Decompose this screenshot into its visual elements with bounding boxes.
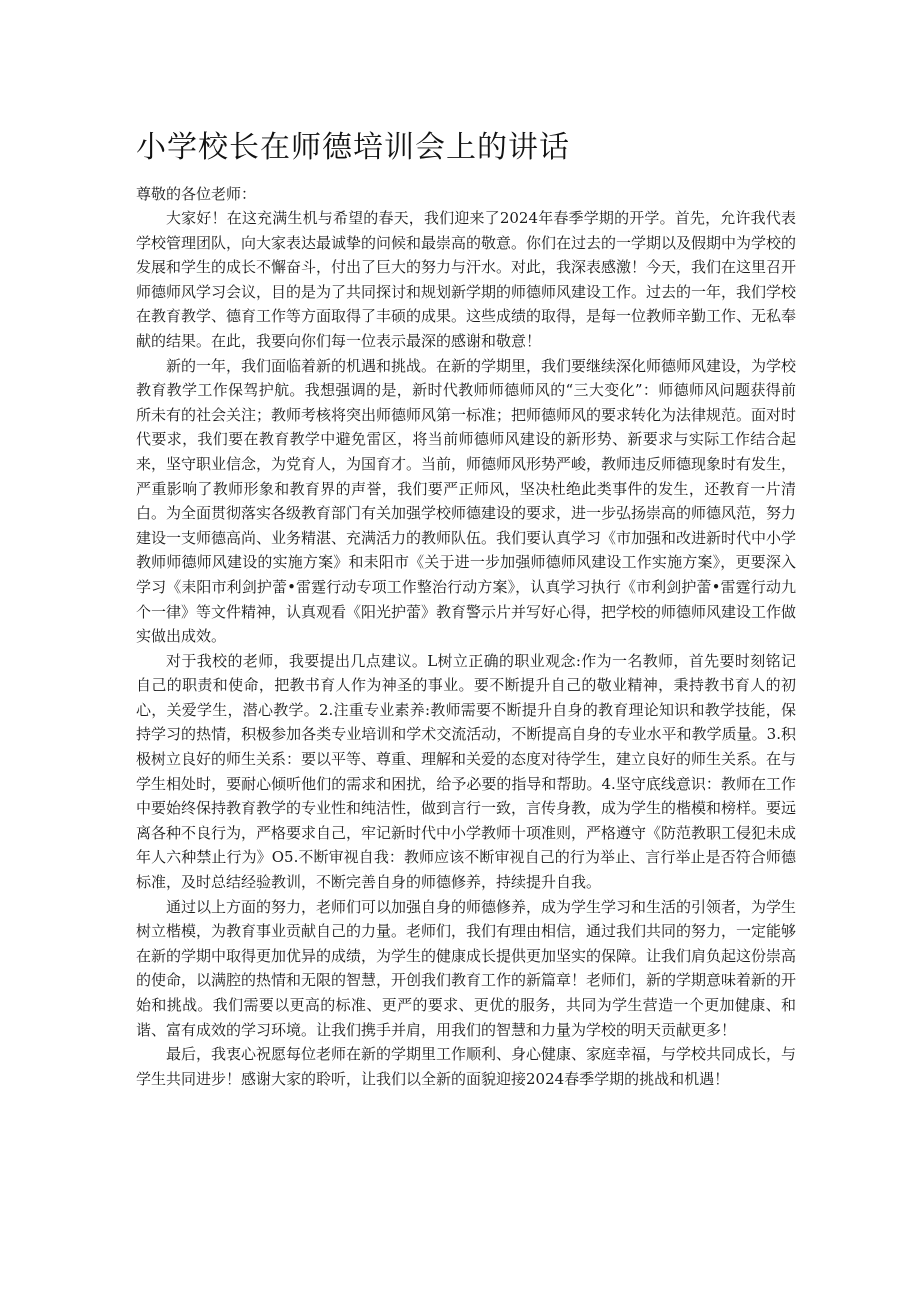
paragraph-new-year: 新的一年，我们面临着新的机遇和挑战。在新的学期里，我们要继续深化师德师风建设，为学校教育教学工作保驾护航。我想强调的是，新时代教师师德师风的“三大变化”：师德师风问题获得前所未有的社会关注；教师考核将突出师德师风第一标准；把师德师风的要求转化为法律规范。面对时代要求，我们要在教育教学中避免雷区，将当前师德师风建设的新形势、新要求与实际工作结合起来，坚守职业信念，为党育人，为国育才。当前，师德师风形势严峻，教师违反师德现象时有发生，严重影响了教师形象和教育界的声誉，我们要严正师风，坚决杜绝此类事件的发生，还教育一片清白。为全面贯彻落实各级教育部门有关加强学校师德建设的要求，进一步弘扬崇高的师德风范，努力建设一支师德高尚、业务精湛、充满活力的教师队伍。我们要认真学习《市加强和改进新时代中小学教师师德师风建设的实施方案》和耒阳市《关于进一步加强师德师风建设工作实施方案》，更要深入学习《耒阳市利剑护蕾•雷霆行动专项工作整治行动方案》，认真学习执行《市利剑护蕾•雷霆行动九个一律》等文件精神，认真观看《阳光护蕾》教育警示片并写好心得，把学校的师德师风建设工作做实做出成效。 (136, 356, 797, 646)
document-title: 小学校长在师德培训会上的讲话 (136, 130, 570, 165)
document-page (136, 126, 796, 1091)
paragraph-closing: 最后，我衷心祝愿每位老师在新的学期里工作顺利、身心健康、家庭幸福，与学校共同成长，与学生共同进步！感谢大家的聆听，让我们以全新的面貌迎接2024春季学期的挑战和机遇！ (136, 1045, 797, 1088)
paragraph-efforts: 通过以上方面的努力，老师们可以加强自身的师德修养，成为学生学习和生活的引领者，为学生树立楷模，为教育事业贡献自己的力量。老师们，我们有理由相信，通过我们共同的努力，一定能够在新的学期中取得更加优异的成绩，为学生的健康成长提供更加坚实的保障。让我们肩负起这份崇高的使命，以满腔的热情和无限的智慧，开创我们教育工作的新篇章！老师们，新的学期意味着新的开始和挑战。我们需要以更高的标准、更严的要求、更优的服务，共同为学生营造一个更加健康、和谐、富有成效的学习环境。让我们携手并肩，用我们的智慧和力量为学校的明天贡献更多！ (136, 897, 797, 1039)
salutation: 尊敬的各位老师： (136, 185, 257, 203)
paragraph-greeting: 大家好！在这充满生机与希望的春天，我们迎来了2024年春季学期的开学。首先，允许我代表学校管理团队，向大家表达最诚挚的问候和最崇高的敬意。你们在过去的一学期以及假期中为学校的发展和学生的成长不懈奋斗，付出了巨大的努力与汗水。对此，我深表感激！今天，我们在这里召开师德师风学习会议，目的是为了共同探讨和规划新学期的师德师风建设工作。过去的一年，我们学校在教育教学、德育工作等方面取得了丰硕的成果。这些成绩的取得，是每一位教师辛勤工作、无私奉献的结果。在此，我要向你们每一位表示最深的感谢和敬意！ (136, 209, 797, 350)
paragraph-suggestions: 对于我校的老师，我要提出几点建议。L树立正确的职业观念:作为一名教师，首先要时刻铭记自己的职责和使命，把教书育人作为神圣的事业。要不断提升自己的敬业精神，秉持教书育人的初心，关爱学生，潜心教学。2.注重专业素养:教师需要不断提升自身的教育理论知识和教学技能，保持学习的热情，积极参加各类专业培训和学术交流活动，不断提高自身的专业水平和教学质量。3.积极树立良好的师生关系：要以平等、尊重、理解和关爱的态度对待学生，建立良好的师生关系。在与学生相处时，要耐心倾听他们的需求和困扰，给予必要的指导和帮助。4.坚守底线意识：教师在工作中要始终保持教育教学的专业性和纯洁性，做到言行一致，言传身教，成为学生的楷模和榜样。要远离各种不良行为，严格要求自己，牢记新时代中小学教师十项准则，严格遵守《防范教职工侵犯未成年人六种禁止行为》O5.不断审视自我：教师应该不断审视自己的行为举止、言行举止是否符合师德标准，及时总结经验教训，不断完善自身的师德修养，持续提升自我。 (136, 651, 797, 892)
